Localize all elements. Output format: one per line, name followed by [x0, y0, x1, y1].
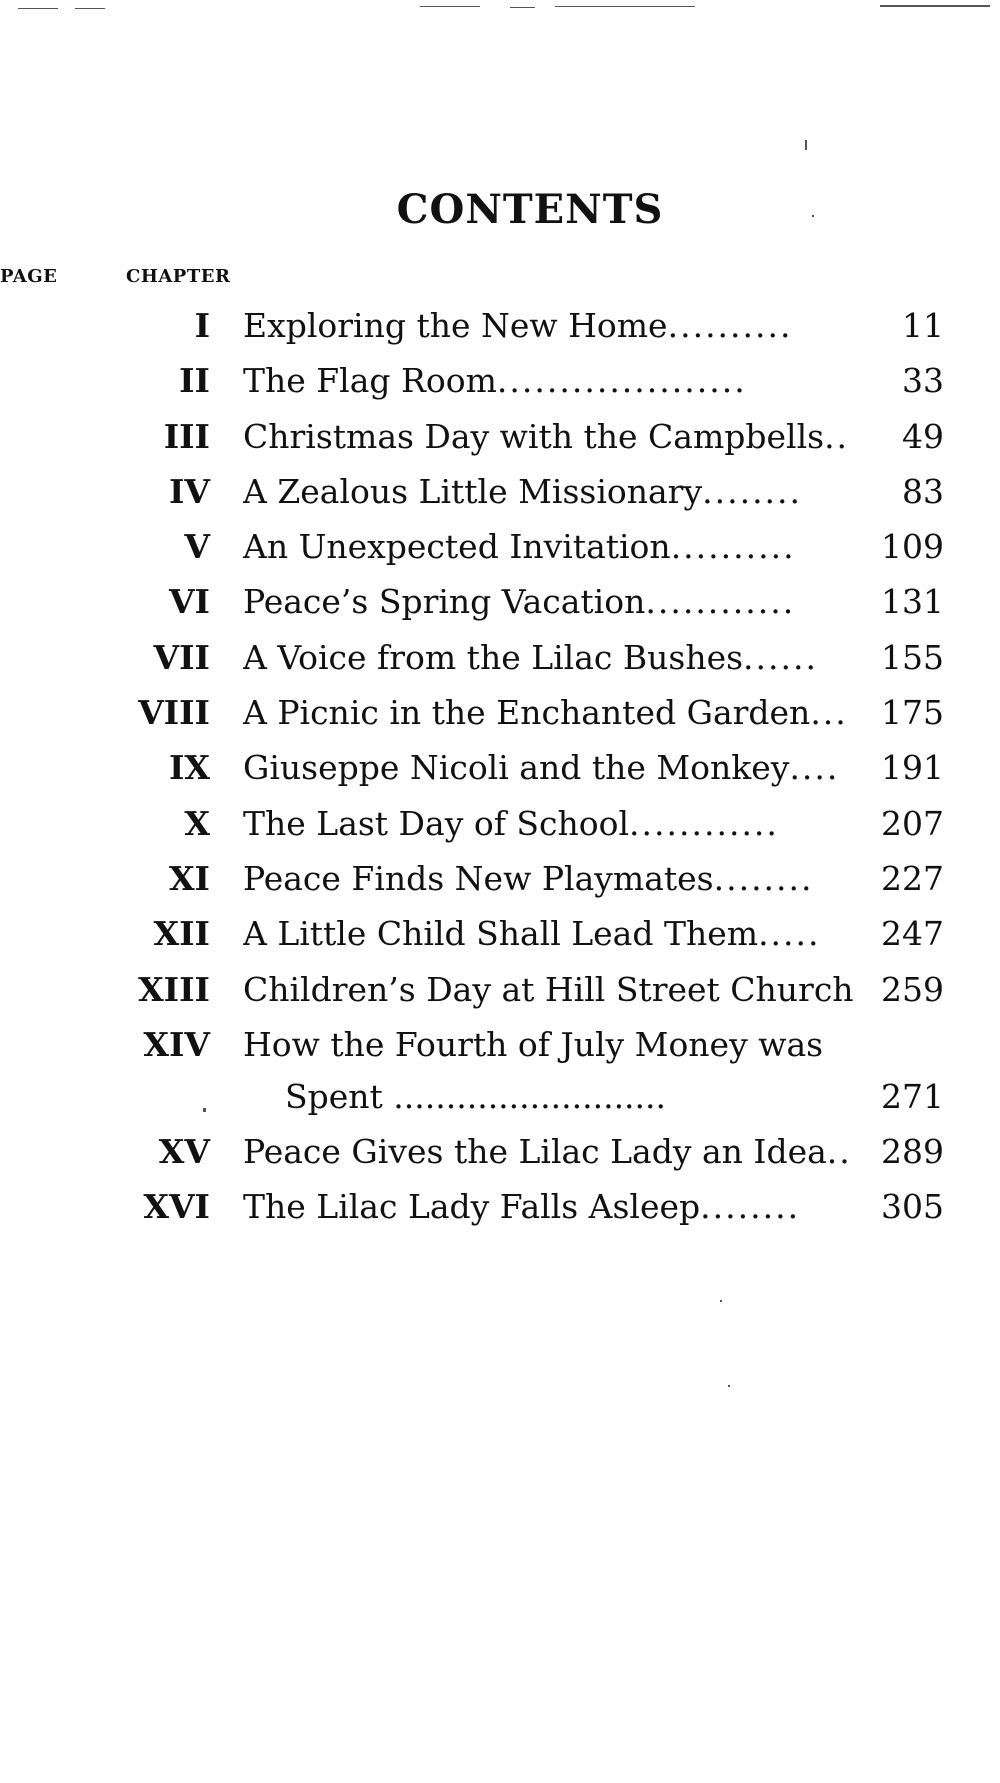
chapter-title: Peace’s Spring Vacation: [243, 582, 646, 622]
chapter-number: XIII: [138, 969, 210, 1009]
toc-entry[interactable]: [0, 685, 1000, 740]
toc-entry[interactable]: [0, 1124, 1000, 1179]
page-number: 305: [881, 1187, 944, 1227]
chapter-number: I: [194, 306, 210, 345]
dot-leader: ..........: [670, 527, 796, 567]
toc-entry[interactable]: [0, 1179, 1000, 1234]
page-number: 289: [881, 1131, 944, 1171]
chapter-number: II: [179, 361, 210, 401]
chapter-title: A Picnic in the Enchanted Garden: [243, 693, 811, 733]
page-number: 49: [902, 416, 944, 456]
table-of-contents: [0, 298, 1000, 1234]
chapter-number: VII: [153, 637, 210, 677]
chapter-title: The Flag Room: [243, 361, 497, 401]
chapter-number: VI: [168, 582, 210, 622]
chapter-title: A Little Child Shall Lead Them: [243, 914, 759, 954]
page-number: 131: [881, 582, 944, 622]
page-number: 109: [881, 527, 944, 567]
toc-entry[interactable]: [0, 353, 1000, 408]
toc-entry[interactable]: [0, 740, 1000, 795]
chapter-title: Peace Gives the Lilac Lady an Idea: [243, 1131, 827, 1171]
page-number: 83: [902, 471, 944, 511]
page-number: 175: [881, 693, 944, 733]
chapter-number: VIII: [138, 693, 210, 733]
page-number: 191: [881, 748, 944, 788]
chapter-title: Peace Finds New Playmates: [243, 858, 714, 898]
toc-entry[interactable]: [0, 796, 1000, 851]
chapter-title: The Last Day of School: [243, 803, 630, 843]
chapter-title: A Voice from the Lilac Bushes: [243, 637, 744, 677]
dot-leader: ..: [824, 416, 850, 456]
dot-leader: ....................: [496, 361, 747, 401]
chapter-number: XII: [153, 914, 210, 954]
chapter-title-continued: Spent: [285, 1076, 383, 1116]
page-number: 155: [881, 637, 944, 677]
toc-entry[interactable]: [0, 464, 1000, 519]
dot-leader: ....: [789, 748, 840, 788]
dot-leader: ..........................: [393, 1076, 667, 1116]
chapter-title: A Zealous Little Missionary: [243, 471, 703, 511]
page-number: 33: [902, 361, 944, 401]
dot-leader: ........: [702, 471, 803, 511]
toc-entry[interactable]: [0, 851, 1000, 906]
chapter-number: XIV: [143, 1024, 210, 1064]
chapter-number: III: [163, 416, 210, 456]
dot-leader: ..........: [667, 306, 793, 345]
toc-entry[interactable]: [0, 962, 1000, 1017]
page-number: 247: [881, 914, 944, 954]
toc-entry[interactable]: [0, 1017, 1000, 1124]
dot-leader: ........: [700, 1187, 801, 1227]
page-number: 11: [902, 306, 944, 345]
page-number: 259: [881, 969, 944, 1009]
chapter-column-header: CHAPTER: [126, 266, 231, 287]
dot-leader: ..: [826, 1131, 852, 1171]
chapter-title: Children’s Day at Hill Street Church: [243, 969, 854, 1009]
chapter-title: An Unexpected Invitation: [243, 527, 671, 567]
chapter-number: V: [184, 527, 210, 567]
chapter-number: XI: [168, 858, 210, 898]
chapter-number: XV: [158, 1131, 210, 1171]
toc-entry[interactable]: [0, 298, 1000, 353]
toc-entry[interactable]: [0, 409, 1000, 464]
dot-leader: ............: [645, 582, 796, 622]
page-number: 271: [881, 1076, 944, 1116]
dot-leader: .....: [758, 914, 821, 954]
chapter-number: IV: [168, 471, 210, 511]
toc-entry[interactable]: [0, 519, 1000, 574]
toc-entry[interactable]: [0, 574, 1000, 629]
dot-leader: ............: [629, 803, 779, 843]
page-number: 227: [881, 858, 944, 898]
dot-leader: ......: [743, 637, 818, 677]
chapter-number: IX: [168, 748, 210, 788]
page-number: 207: [881, 803, 944, 843]
toc-entry[interactable]: [0, 630, 1000, 685]
chapter-title: How the Fourth of July Money was: [243, 1024, 824, 1064]
page-column-header: PAGE: [0, 266, 58, 287]
chapter-title: Giuseppe Nicoli and the Monkey: [243, 748, 790, 788]
toc-entry[interactable]: [0, 906, 1000, 961]
dot-leader: ........: [713, 858, 814, 898]
chapter-title: Exploring the New Home: [243, 306, 668, 345]
chapter-title: The Lilac Lady Falls Asleep: [243, 1187, 701, 1227]
chapter-number: X: [184, 803, 210, 843]
chapter-title: Christmas Day with the Campbells: [243, 416, 825, 456]
chapter-number: XVI: [143, 1187, 210, 1227]
contents-heading: CONTENTS: [396, 186, 664, 233]
dot-leader: ...: [810, 693, 848, 733]
